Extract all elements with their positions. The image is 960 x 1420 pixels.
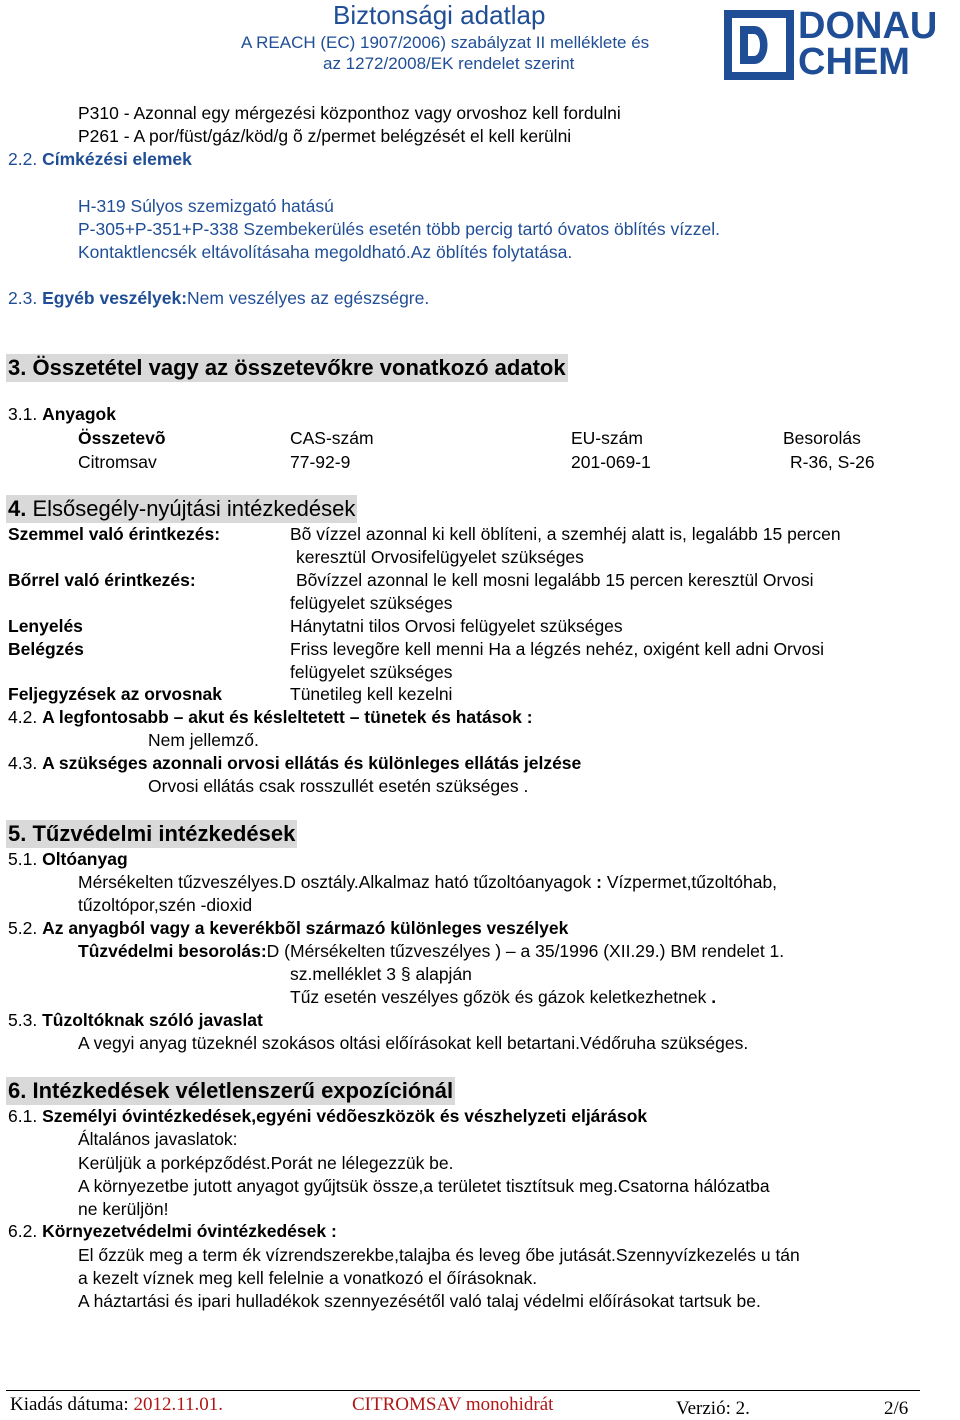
section-4-3-number: 4.3. <box>8 753 38 773</box>
logo-mark-icon <box>724 10 794 80</box>
table-cell-cas: 77-92-9 <box>290 452 351 472</box>
section-3-title: Összetétel vagy az összetevőkre vonatkozó adatok <box>32 355 566 380</box>
section-2-3-heading <box>8 287 429 310</box>
section-6-1-title: Személyi óvintézkedések,egyéni védõeszközök és vészhelyzeti eljárások <box>42 1106 648 1126</box>
extinguishing-media-text-1a: Mérsékelten tűzveszélyes.D osztály.Alkalmaz ható tűzoltóanyagok <box>78 872 597 892</box>
table-header-cas: CAS-szám <box>290 428 374 448</box>
ingestion-label: Lenyelés <box>8 616 83 636</box>
table-cell-classification: R-36, S-26 <box>790 452 875 472</box>
section-3-1-title: Anyagok <box>42 404 116 424</box>
inhalation-label: Belégzés <box>8 639 84 659</box>
fire-classification-text-2: sz.melléklet 3 § alapján <box>290 964 472 984</box>
section-3-heading <box>6 354 568 382</box>
section-3-1-heading <box>8 403 116 426</box>
table-header-eu: EU-szám <box>571 428 643 448</box>
section-5-1-number: 5.1. <box>8 849 38 869</box>
fire-classification-line-1 <box>78 940 784 963</box>
logo-text-chem: CHEM <box>798 41 910 83</box>
footer-date-label: Kiadás dátuma: <box>10 1394 134 1415</box>
section-2-3-number: 2.3. <box>8 288 38 308</box>
ingestion-text: Hánytatni tilos Orvosi felügyelet szükséges <box>290 616 623 636</box>
section-6-2-line-3: A háztartási és ipari hulladékok szennyezésétől való talaj védelmi előírásokat tartsuk be. <box>78 1291 761 1311</box>
section-5-1-title: Oltóanyag <box>42 849 128 869</box>
footer-date-value: 2012.11.01. <box>133 1394 224 1415</box>
extinguishing-media-colon: : <box>596 872 602 892</box>
inhalation-text-1: Friss levegõre kell menni Ha a légzés nehéz, oxigént kell adni Orvosi <box>290 639 825 659</box>
table-cell-eu: 201-069-1 <box>571 452 651 472</box>
p305-statement: P-305+P-351+P-338 Szembekerülés esetén több percig tartó óvatos öblítés vízzel. <box>78 219 721 239</box>
section-5-3-number: 5.3. <box>8 1010 38 1030</box>
firefighter-advice-text: A vegyi anyag tüzeknél szokásos oltási előírásokat kell betartani.Védőruha szükséges. <box>78 1033 749 1053</box>
section-4-2-heading <box>8 706 533 729</box>
document-subtitle-2: az 1272/2008/EK rendelet szerint <box>323 54 575 73</box>
section-2-2-title: Címkézési elemek <box>42 149 192 169</box>
section-5-1-heading <box>8 848 128 871</box>
inhalation-text-2: felügyelet szükséges <box>290 662 453 682</box>
footer-issue-date <box>10 1393 223 1416</box>
section-4-number: 4. <box>8 496 27 521</box>
section-2-2-heading <box>8 148 192 171</box>
section-6-heading <box>6 1077 455 1105</box>
skin-contact-text-1: Bõvízzel azonnal le kell mosni legalább 15 percen keresztül Orvosi <box>296 570 814 590</box>
section-5-3-title: Tûzoltóknak szóló javaslat <box>42 1010 263 1030</box>
section-5-2-heading <box>8 917 568 940</box>
skin-contact-label: Bőrrel való érintkezés: <box>8 570 196 590</box>
extinguishing-media-text-1 <box>78 871 777 894</box>
section-5-heading <box>6 820 297 848</box>
table-header-classification: Besorolás <box>783 428 861 448</box>
section-6-title: Intézkedések véletlenszerű expozíciónál <box>32 1078 454 1103</box>
extinguishing-media-text-1b: Vízpermet,tűzoltóhab, <box>601 872 778 892</box>
section-6-2-number: 6.2. <box>8 1221 38 1241</box>
section-6-number: 6. <box>8 1078 27 1103</box>
section-6-1-line-4: ne kerüljön! <box>78 1199 169 1219</box>
document-title: Biztonsági adatlap <box>333 0 546 30</box>
section-4-3-heading <box>8 752 581 775</box>
section-2-2-number: 2.2. <box>8 149 38 169</box>
doctor-notes-text: Tünetileg kell kezelni <box>290 684 453 704</box>
footer-page-number: 2/6 <box>884 1398 909 1419</box>
company-logo <box>724 5 960 83</box>
section-6-1-number: 6.1. <box>8 1106 38 1126</box>
extinguishing-media-text-2: tűzoltópor,szén -dioxid <box>78 895 253 915</box>
section-3-number: 3. <box>8 355 27 380</box>
section-6-1-line-3: A környezetbe jutott anyagot gyűjtsük össze,a területet tisztítsuk meg.Csatorna hálózatba <box>78 1176 770 1196</box>
fire-classification-period: . <box>706 987 717 1007</box>
section-4-2-title: A legfontosabb – akut és késleltetett – tünetek és hatások : <box>42 707 533 727</box>
fire-classification-label: Tûzvédelmi besorolás: <box>78 941 267 961</box>
section-6-1-heading <box>8 1105 647 1128</box>
fire-classification-line-3 <box>290 986 716 1009</box>
section-6-2-title: Környezetvédelmi óvintézkedések : <box>42 1221 337 1241</box>
section-6-1-line-2: Kerüljük a porképződést.Porát ne lélegezzük be. <box>78 1153 454 1173</box>
footer-divider <box>6 1390 920 1391</box>
doctor-notes-label: Feljegyzések az orvosnak <box>8 684 222 704</box>
section-4-3-text: Orvosi ellátás csak rosszullét esetén szükséges . <box>148 776 529 796</box>
section-2-3-title: Egyéb veszélyek: <box>42 288 188 308</box>
skin-contact-text-2: felügyelet szükséges <box>290 593 453 613</box>
p310-statement: P310 - Azonnal egy mérgezési központhoz vagy orvoshoz kell fordulni <box>78 103 621 123</box>
logo-text-donau: DONAU <box>798 5 938 47</box>
contact-lens-statement: Kontaktlencsék eltávolításaha megoldható.Az öblítés folytatása. <box>78 242 573 262</box>
section-5-2-number: 5.2. <box>8 918 38 938</box>
section-4-2-number: 4.2. <box>8 707 38 727</box>
section-4-heading <box>6 495 357 523</box>
section-4-2-text: Nem jellemző. <box>148 730 259 750</box>
table-cell-component: Citromsav <box>78 452 157 472</box>
section-5-number: 5. <box>8 821 27 846</box>
eye-contact-label: Szemmel való érintkezés: <box>8 524 221 544</box>
section-4-title: Elsősegély-nyújtási intézkedések <box>32 496 356 521</box>
section-5-2-title: Az anyagból vagy a keverékbõl származó különleges veszélyek <box>42 918 569 938</box>
section-6-2-heading <box>8 1220 337 1243</box>
section-6-2-line-1: El őzzük meg a term ék vízrendszerekbe,talajba és leveg őbe jutását.Szennyvízkezelés u tán <box>78 1245 800 1265</box>
section-5-3-heading <box>8 1009 263 1032</box>
h319-statement: H-319 Súlyos szemizgató hatású <box>78 196 334 216</box>
table-header-component: Összetevõ <box>78 428 166 448</box>
eye-contact-text-1: Bõ vízzel azonnal ki kell öblíteni, a szemhéj alatt is, legalább 15 percen <box>290 524 841 544</box>
section-5-title: Tűzvédelmi intézkedések <box>32 821 296 846</box>
section-2-3-text: Nem veszélyes az egészségre. <box>187 288 430 308</box>
section-6-2-line-2: a kezelt víznek meg kell felelnie a vonatkozó el őírásoknak. <box>78 1268 538 1288</box>
section-6-1-line-1: Általános javaslatok: <box>78 1129 238 1149</box>
footer-product-name: CITROMSAV monohidrát <box>352 1394 554 1415</box>
fire-classification-text-3: Tűz esetén veszélyes gőzök és gázok keletkezhetnek <box>290 987 707 1007</box>
eye-contact-text-2: keresztül Orvosifelügyelet szükséges <box>296 547 584 567</box>
section-4-3-title: A szükséges azonnali orvosi ellátás és különleges ellátás jelzése <box>42 753 582 773</box>
p261-statement: P261 - A por/füst/gáz/köd/g õ z/permet belégzését el kell kerülni <box>78 126 572 146</box>
fire-classification-text-1: D (Mérsékelten tűzveszélyes ) – a 35/1996 (XII.29.) BM rendelet 1. <box>266 941 785 961</box>
footer-version: Verzió: 2. <box>676 1398 750 1419</box>
document-subtitle-1: A REACH (EC) 1907/2006) szabályzat II melléklete és <box>241 33 650 52</box>
section-3-1-number: 3.1. <box>8 404 38 424</box>
